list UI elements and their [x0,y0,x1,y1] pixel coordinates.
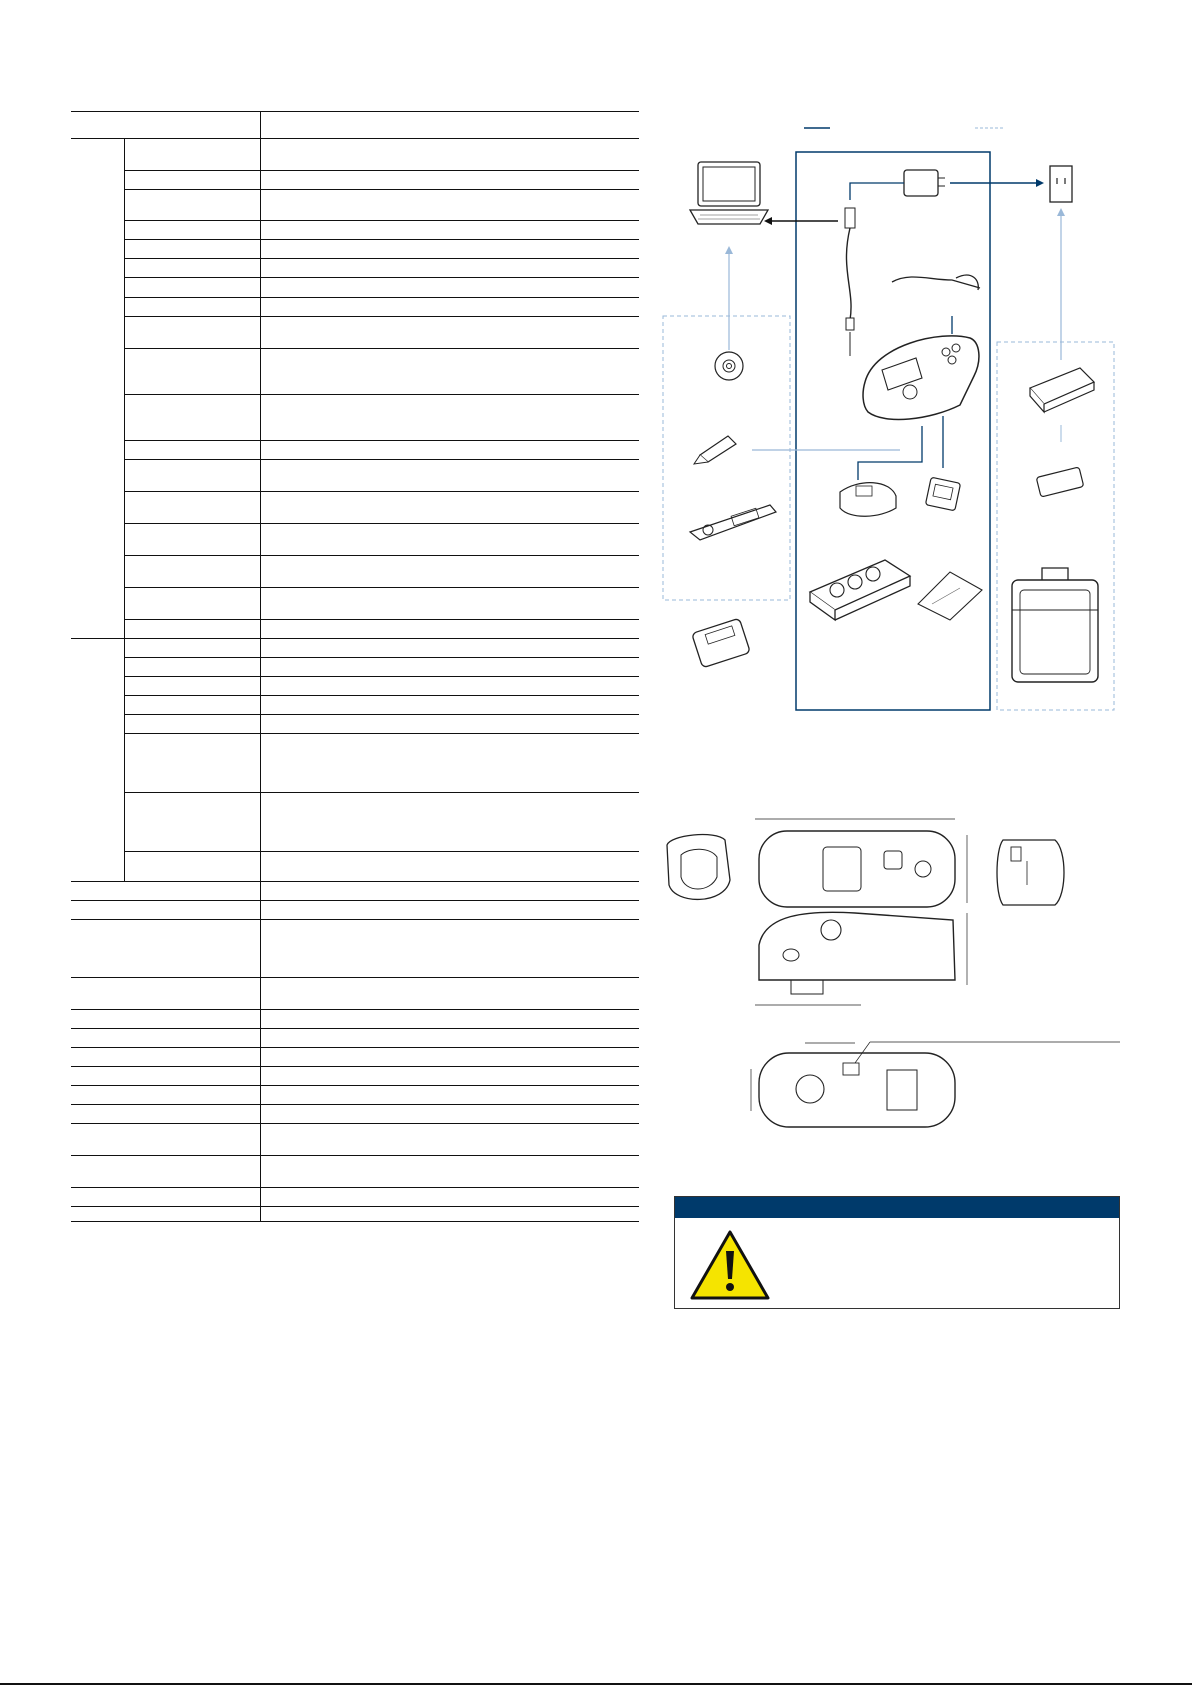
table-rule [124,440,639,441]
table-rule [124,394,639,395]
dimension-drawings [655,805,1125,1135]
table-rule [71,1104,639,1105]
outlet-icon [1050,166,1072,202]
usb-cable-icon [845,208,855,356]
side-view-drawing [997,840,1064,905]
system-diagram [660,120,1120,720]
table-rule [124,676,639,677]
table-column-divider [260,111,261,1221]
table-rule [124,277,639,278]
caution-box [674,1196,1120,1309]
ac-adapter-icon [904,170,945,196]
table-rule [124,851,639,852]
table-rule [124,733,639,734]
plate-holder-icon [690,505,776,540]
table-rule [124,258,639,259]
table-rule [71,138,639,139]
printer-icon [692,618,751,668]
table-rule [71,881,639,882]
table-rule [71,1066,639,1067]
calibration-cap-icon [810,560,910,620]
table-rule [71,1123,639,1124]
table-rule [71,1009,639,1010]
table-rule [124,316,639,317]
wrist-strap-icon [892,275,980,290]
table-rule [124,170,639,171]
table-rule [124,555,639,556]
instrument-icon [863,336,979,420]
cd-icon [715,352,743,380]
table-rule [71,111,639,112]
table-rule [124,189,639,190]
table-rule [71,977,639,978]
table-rule [71,919,639,920]
standard-accessories-frame [796,152,990,710]
table-group-divider [124,138,125,881]
table-rule [71,1155,639,1156]
table-rule [124,792,639,793]
table-rule [71,1047,639,1048]
cleaning-cloth-icon [918,572,982,620]
table-rule [71,1085,639,1086]
table-rule [124,523,639,524]
caution-header [675,1197,1119,1218]
table-rule [124,459,639,460]
table-rule [124,239,639,240]
table-rule [124,587,639,588]
table-rule [124,657,639,658]
table-rule [71,1221,639,1222]
table-rule [124,220,639,221]
laptop-icon [690,162,768,224]
table-rule [124,714,639,715]
battery-charger-icon [1030,368,1094,412]
table-rule [71,1028,639,1029]
warning-icon [689,1229,771,1301]
top-view-drawing [755,819,967,907]
spare-battery-icon [1036,467,1084,497]
table-rule [124,491,639,492]
table-rule [124,297,639,298]
bottom-view-drawing [751,1042,1120,1127]
battery-icon [925,477,960,511]
profile-view-drawing [755,912,967,1005]
table-rule [71,1206,639,1207]
table-rule [71,1187,639,1188]
pen-icon [694,436,736,464]
table-rule [124,619,639,620]
table-rule [124,695,639,696]
hard-case-icon [1012,568,1098,682]
table-rule [124,348,639,349]
table-rule [71,638,639,639]
front-view-drawing [667,835,730,900]
table-rule [71,900,639,901]
dust-cover-icon [840,483,896,517]
